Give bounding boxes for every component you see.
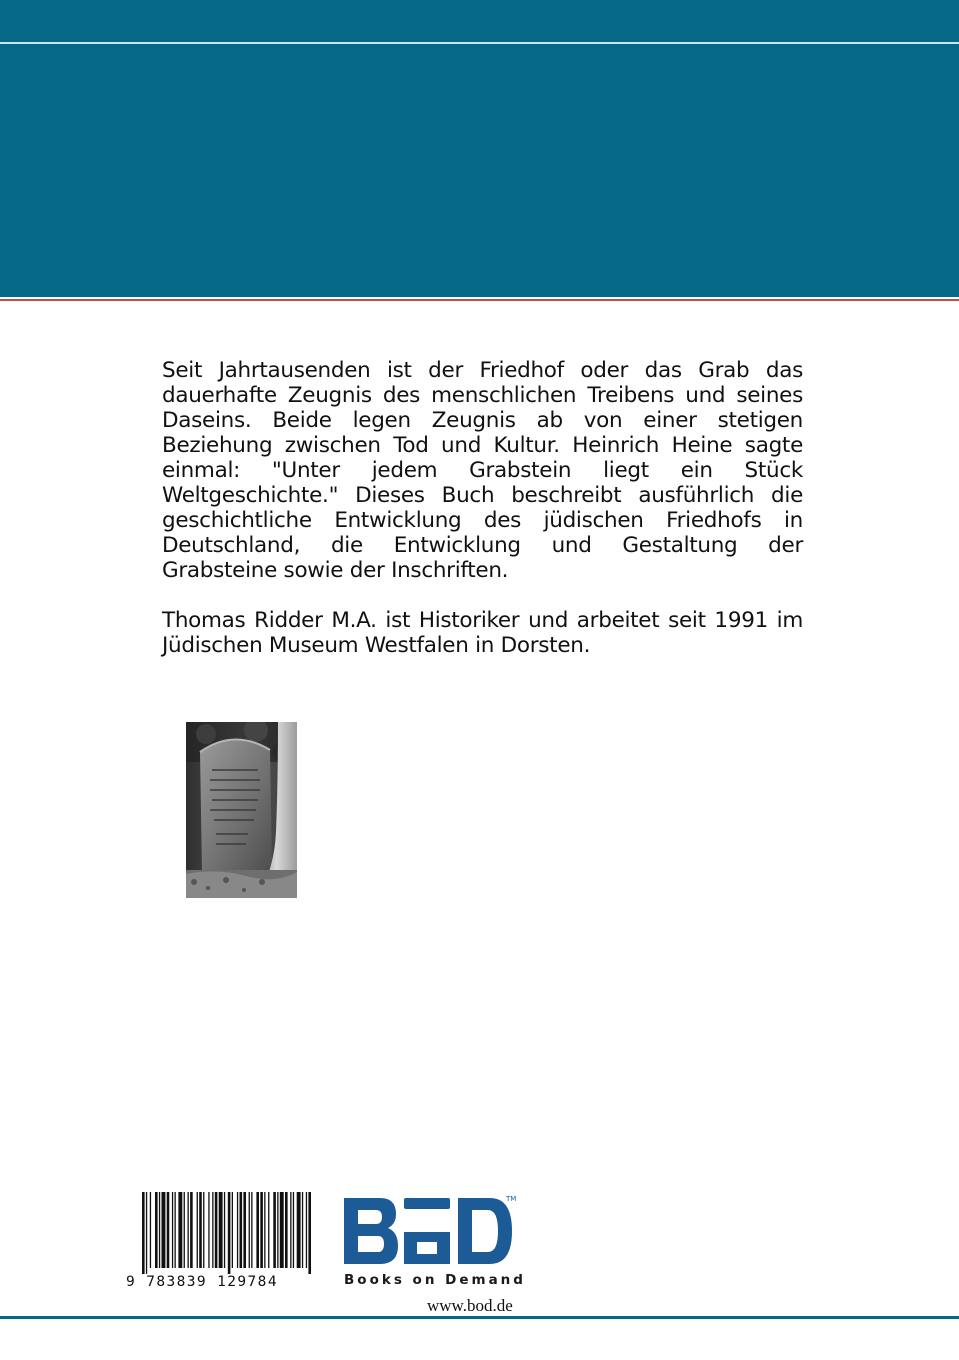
barcode-bar [219, 1192, 223, 1268]
gravestone-photo [186, 722, 297, 898]
bod-tagline: Books on Demand [344, 1272, 526, 1288]
trademark-mark: TM [506, 1195, 517, 1203]
barcode-bar [199, 1192, 202, 1268]
barcode-bar [215, 1192, 218, 1268]
bod-logo [342, 1192, 520, 1276]
back-cover-blurb [162, 358, 803, 658]
barcode-bar [228, 1192, 231, 1274]
barcode-bar [159, 1192, 160, 1268]
gravestone-photo-icon [186, 722, 297, 898]
barcode-bar [249, 1192, 250, 1268]
isbn-barcode [126, 1192, 316, 1292]
barcode-bar [232, 1192, 233, 1268]
barcode-bar [264, 1192, 265, 1268]
barcode-bar [175, 1192, 176, 1268]
barcode-bar [297, 1192, 301, 1268]
bod-url: www.bod.de [427, 1296, 513, 1315]
barcode-bar [293, 1192, 294, 1268]
barcode-bar [256, 1192, 259, 1268]
top-color-band [0, 0, 959, 297]
barcode-bar [197, 1192, 198, 1268]
barcode-bar [268, 1192, 269, 1268]
barcode-bar [172, 1192, 173, 1268]
barcode-bar [260, 1192, 263, 1268]
barcode-bar [208, 1192, 209, 1268]
barcode-bar [277, 1192, 278, 1268]
barcode-bar [184, 1192, 185, 1268]
barcode-bar [142, 1192, 145, 1274]
barcode-digits: 9 783839 129784 [126, 1274, 278, 1290]
barcode-bar [146, 1192, 147, 1274]
barcode-bar [240, 1192, 243, 1268]
barcode-bar [203, 1192, 204, 1268]
bottom-rule [0, 1316, 959, 1319]
barcode-bar [155, 1192, 158, 1268]
blurb-paragraph-description: Seit Jahrtausenden ist der Friedhof oder das Grab das dauerhafte Zeugnis des menschlichen Treibens und seines Daseins. Beide legen Zeugnis ab von einer stetigen Beziehung zwischen Tod und Kultur. Heinrich Heine sagte einmal: "Unter jedem Grabstein liegt ein Stück Weltgeschichte." Dieses Buch beschreibt ausführlich die geschichtliche Entwicklung des jüdischen Friedhofs in Deutschland, die Entwicklung und Gestaltung der Grabsteine sowie der Inschriften. [162, 358, 803, 583]
barcode-bar [306, 1192, 307, 1268]
barcode-bar [251, 1192, 252, 1268]
barcode-bar [212, 1192, 213, 1268]
barcode-bar [188, 1192, 189, 1268]
barcode-bar [243, 1192, 246, 1268]
band-thin-line [0, 42, 959, 44]
barcode-bars [142, 1192, 312, 1274]
blurb-paragraph-author: Thomas Ridder M.A. ist Historiker und arbeitet seit 1991 im Jüdischen Museum Westfalen in Dorsten. [162, 608, 803, 658]
barcode-bar [190, 1192, 193, 1268]
barcode-bar [290, 1192, 291, 1268]
barcode-bar [150, 1192, 151, 1268]
barcode-bar [280, 1192, 284, 1268]
barcode-bar [178, 1192, 182, 1268]
red-divider [0, 299, 959, 301]
barcode-bar [162, 1192, 166, 1268]
barcode-bar [167, 1192, 170, 1268]
barcode-bar [302, 1192, 303, 1268]
barcode-bar [273, 1192, 276, 1268]
barcode-bar [224, 1192, 225, 1268]
barcode-bar [285, 1192, 288, 1268]
barcode-bar [237, 1192, 238, 1268]
barcode-bar [308, 1192, 311, 1274]
